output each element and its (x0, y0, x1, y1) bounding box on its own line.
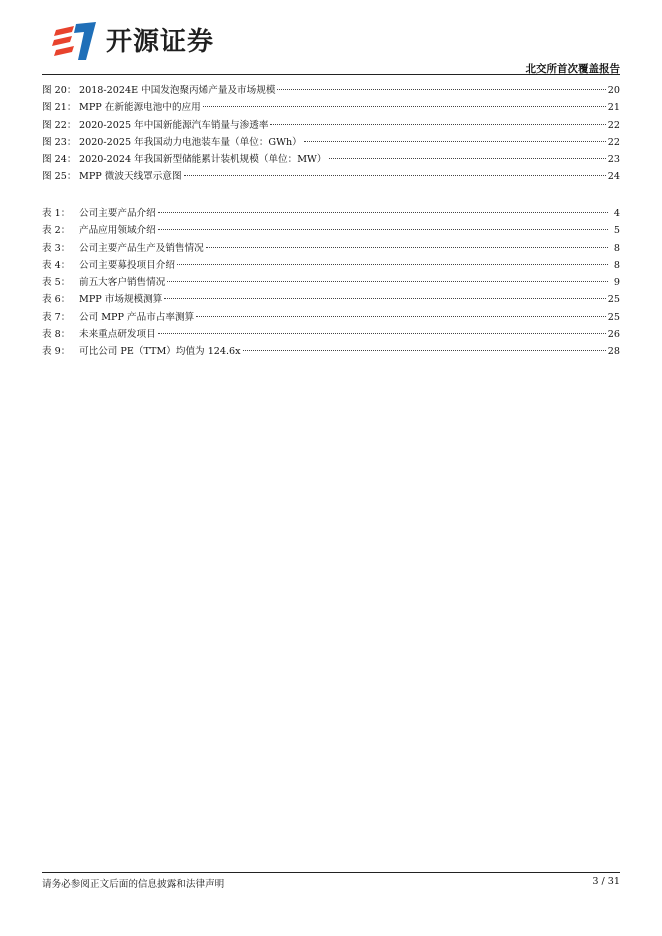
brand-logo (52, 22, 214, 62)
table-entry[interactable] (42, 205, 620, 222)
table-entry-label: 表 7： (42, 311, 71, 323)
table-entry[interactable] (42, 326, 620, 343)
figure-entry-label: 图 20： (42, 85, 77, 96)
table-entry-page-number: 9 (613, 277, 620, 289)
figure-entry[interactable] (42, 99, 620, 116)
figure-entry-label: 图 21： (42, 102, 77, 114)
header-divider (42, 74, 620, 75)
footer-divider (42, 872, 620, 873)
table-entry-title: MPP 市场规模测算 (79, 294, 163, 306)
table-entry[interactable] (42, 240, 620, 257)
dot-leader (243, 350, 606, 351)
figure-entry-title: MPP 微波天线罩示意图 (79, 171, 182, 183)
table-entry-page-number: 25 (607, 311, 620, 323)
figure-list (42, 82, 620, 186)
table-entry[interactable] (42, 274, 620, 291)
table-entry-label: 表 3： (42, 242, 71, 254)
figure-entry[interactable] (42, 168, 620, 185)
table-entry-page-number: 28 (607, 346, 620, 358)
figure-entry-title: MPP 在新能源电池中的应用 (79, 102, 201, 114)
figure-entry-page-number: 20 (607, 85, 620, 96)
figure-entry-page-number: 22 (607, 119, 620, 131)
dot-leader (167, 281, 608, 282)
figure-entry-page-number: 22 (607, 136, 620, 148)
page-header (0, 0, 662, 80)
figure-entry[interactable] (42, 117, 620, 134)
figure-entry-page-number: 21 (607, 102, 620, 114)
figure-entry-title: 2018-2024E 中国发泡聚丙烯产量及市场规模 (79, 85, 276, 96)
figure-entry-label: 图 24： (42, 154, 77, 166)
table-entry-label: 表 6： (42, 294, 71, 306)
brand-mark-icon (52, 22, 98, 62)
dot-leader (164, 298, 605, 299)
table-entry-title: 公司主要产品生产及销售情况 (79, 242, 204, 254)
figure-entry-page-number: 23 (607, 154, 620, 166)
footer-disclaimer: 请务必参阅正文后面的信息披露和法律声明 (42, 879, 225, 890)
table-entry-page-number: 8 (613, 259, 620, 271)
dot-leader (203, 106, 606, 107)
dot-leader (277, 89, 605, 90)
table-entry-label: 表 9： (42, 346, 71, 358)
table-entry-title: 可比公司 PE（TTM）均值为 124.6x (79, 346, 241, 358)
dot-leader (270, 124, 605, 125)
table-entry-title: 前五大客户销售情况 (79, 277, 166, 289)
table-entry-label: 表 5： (42, 277, 71, 289)
table-entry-page-number: 4 (613, 208, 620, 219)
figure-entry[interactable] (42, 134, 620, 151)
table-entry-label: 表 8： (42, 329, 71, 341)
dot-leader (158, 212, 608, 213)
figure-entry-label: 图 25： (42, 171, 77, 183)
table-entry-label: 表 1： (42, 208, 71, 219)
table-entry-page-number: 25 (607, 294, 620, 306)
table-entry-title: 产品应用领域介绍 (79, 225, 156, 237)
table-entry-page-number: 8 (613, 242, 620, 254)
figure-entry-title: 2020-2025 年中国新能源汽车销量与渗透率 (79, 119, 269, 131)
table-entry-label: 表 4： (42, 259, 71, 271)
dot-leader (158, 333, 606, 334)
brand-name: 开源证券 (106, 27, 215, 57)
dot-leader (158, 229, 608, 230)
table-entry[interactable] (42, 291, 620, 308)
figure-entry-title: 2020-2024 年我国新型储能累计装机规模（单位：MW） (79, 154, 327, 166)
dot-leader (329, 158, 606, 159)
figure-entry-title: 2020-2025 年我国动力电池装车量（单位：GWh） (79, 136, 302, 148)
table-entry-label: 表 2： (42, 225, 71, 237)
table-entry-title: 公司 MPP 产品市占率测算 (79, 311, 195, 323)
dot-leader (184, 175, 606, 176)
figure-entry-label: 图 22： (42, 119, 77, 131)
table-list (42, 205, 620, 361)
table-entry-page-number: 26 (607, 329, 620, 341)
table-entry[interactable] (42, 257, 620, 274)
table-entry-title: 公司主要募投项目介绍 (79, 259, 175, 271)
table-entry[interactable] (42, 309, 620, 326)
dot-leader (196, 316, 606, 317)
figure-entry-page-number: 24 (607, 171, 620, 183)
table-entry-title: 公司主要产品介绍 (79, 208, 156, 219)
footer-page-number: 3 / 31 (592, 876, 620, 887)
table-entry[interactable] (42, 222, 620, 239)
figure-entry[interactable] (42, 82, 620, 99)
figure-entry[interactable] (42, 151, 620, 168)
dot-leader (177, 264, 608, 265)
report-type-label: 北交所首次覆盖报告 (525, 63, 620, 75)
table-entry-page-number: 5 (613, 225, 620, 237)
table-entry[interactable] (42, 343, 620, 360)
table-entry-title: 未来重点研发项目 (79, 329, 156, 341)
dot-leader (206, 247, 608, 248)
figure-entry-label: 图 23： (42, 136, 77, 148)
dot-leader (304, 141, 606, 142)
